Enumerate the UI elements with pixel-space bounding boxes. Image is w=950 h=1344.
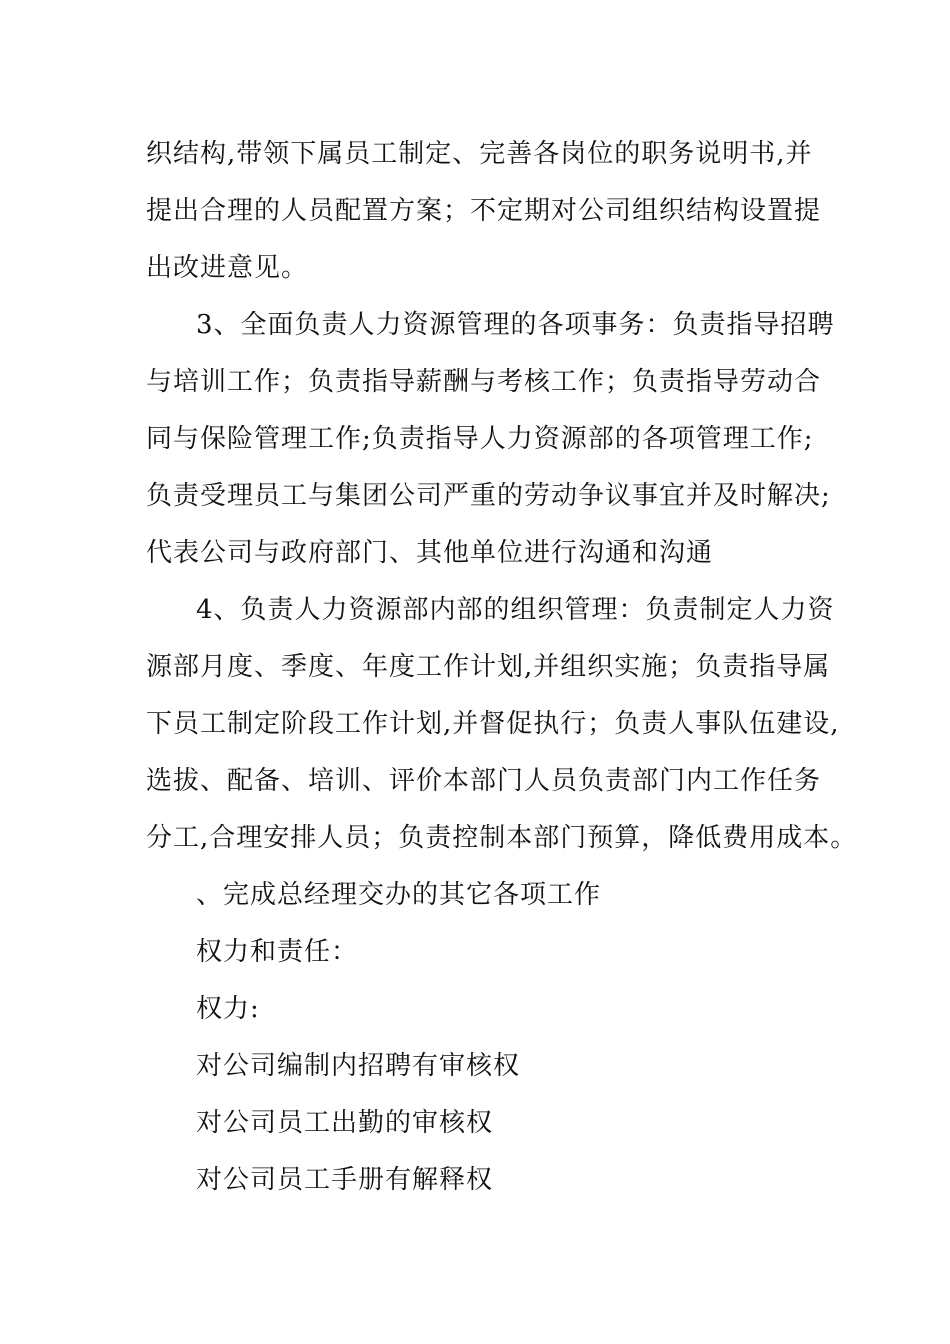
list-item: 对公司编制内招聘有审核权	[196, 1051, 521, 1081]
paragraph-line: 负责受理员工与集团公司严重的劳动争议事宜并及时解决;	[146, 481, 831, 511]
list-item: 对公司员工出勤的审核权	[196, 1108, 494, 1138]
paragraph-line: 源部月度、季度、年度工作计划,并组织实施；负责指导属	[146, 652, 831, 682]
paragraph-line: 下员工制定阶段工作计划,并督促执行；负责人事队伍建设,	[146, 709, 840, 739]
paragraph-line: 代表公司与政府部门、其他单位进行沟通和沟通	[146, 538, 714, 568]
paragraph-line: 选拔、配备、培训、评价本部门人员负责部门内工作任务	[146, 766, 822, 796]
paragraph-line: 出改进意见。	[146, 253, 309, 283]
section-heading: 权力和责任：	[196, 937, 359, 967]
list-item: 对公司员工手册有解释权	[196, 1165, 494, 1195]
paragraph-line: 、完成总经理交办的其它各项工作	[196, 880, 602, 910]
paragraph-line: 3、全面负责人力资源管理的各项事务：负责指导招聘	[196, 310, 835, 340]
paragraph-line: 织结构,带领下属员工制定、完善各岗位的职务说明书,并	[146, 139, 813, 169]
paragraph-line: 分工,合理安排人员；负责控制本部门预算，降低费用成本。	[146, 823, 858, 853]
section-heading: 权力:	[196, 994, 260, 1024]
paragraph-line: 4、负责人力资源部内部的组织管理：负责制定人力资	[196, 595, 835, 625]
paragraph-line: 与培训工作；负责指导薪酬与考核工作；负责指导劳动合	[146, 367, 822, 397]
paragraph-line: 同与保险管理工作;负责指导人力资源部的各项管理工作;	[146, 424, 814, 454]
paragraph-line: 提出合理的人员配置方案；不定期对公司组织结构设置提	[146, 196, 822, 226]
